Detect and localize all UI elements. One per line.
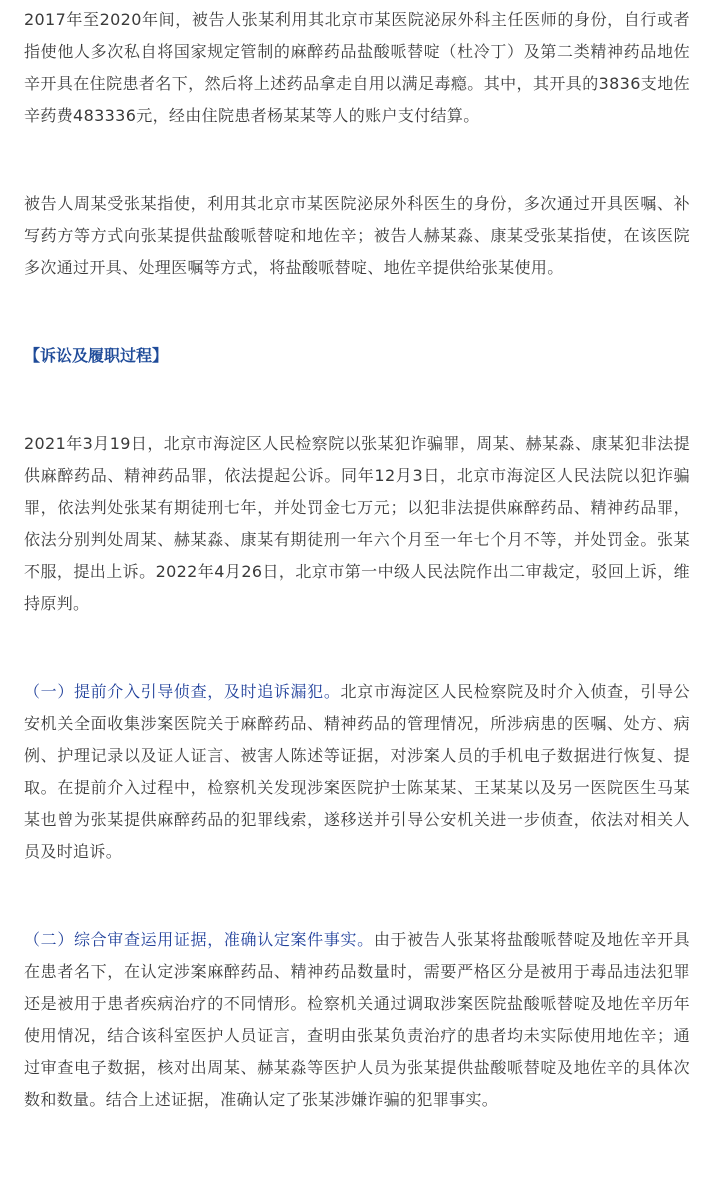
duty-paragraph-2-body: 由于被告人张某将盐酸哌替啶及地佐辛开具在患者名下，在认定涉案麻醉药品、精神药品数量时，需要严格区分是被用于毒品违法犯罪还是被用于患者疾病治疗的不同情形。检察机关通过调取涉案医院盐酸哌替啶及地佐辛历年使用情况，结合该科室医护人员证言，查明由张某负责治疗的患者均未实际使用地佐辛；通过审查电子数据，核对出周某、赫某淼等医护人员为张某提供盐酸哌替啶及地佐辛的具体次数和数量。结合上述证据，准确认定了张某涉嫌诈骗的犯罪事实。 xyxy=(24,930,690,1109)
duty-paragraph-2-lead: （二）综合审查运用证据，准确认定案件事实。 xyxy=(24,930,374,949)
case-facts-paragraph-1: 2017年至2020年间，被告人张某利用其北京市某医院泌尿外科主任医师的身份，自行或者指使他人多次私自将国家规定管制的麻醉药品盐酸哌替啶（杜冷丁）及第二类精神药品地佐辛开具在住院患者名下，然后将上述药品拿走自用以满足毒瘾。其中，其开具的3836支地佐辛药费483336元，经由住院患者杨某某等人的账户支付结算。 xyxy=(24,10,690,125)
duty-paragraph-2 xyxy=(24,924,690,1116)
duty-paragraph-1-lead: （一）提前介入引导侦查，及时追诉漏犯。 xyxy=(24,682,341,701)
duty-paragraph-1 xyxy=(24,676,690,868)
duty-paragraph-1-body: 北京市海淀区人民检察院及时介入侦查，引导公安机关全面收集涉案医院关于麻醉药品、精神药品的管理情况，所涉病患的医嘱、处方、病例、护理记录以及证人证言、被害人陈述等证据，对涉案人员的手机电子数据进行恢复、提取。在提前介入过程中，检察机关发现涉案医院护士陈某某、王某某以及另一医院医生马某某也曾为张某提供麻醉药品的犯罪线索，遂移送并引导公安机关进一步侦查，依法对相关人员及时追诉。 xyxy=(24,682,690,861)
article-body xyxy=(24,4,690,1116)
case-facts-paragraph-2: 被告人周某受张某指使，利用其北京市某医院泌尿外科医生的身份，多次通过开具医嘱、补写药方等方式向张某提供盐酸哌替啶和地佐辛；被告人赫某淼、康某受张某指使，在该医院多次通过开具、处理医嘱等方式，将盐酸哌替啶、地佐辛提供给张某使用。 xyxy=(24,194,690,277)
proceedings-paragraph: 2021年3月19日，北京市海淀区人民检察院以张某犯诈骗罪，周某、赫某淼、康某犯非法提供麻醉药品、精神药品罪，依法提起公诉。同年12月3日，北京市海淀区人民法院以犯诈骗罪，依法判处张某有期徒刑七年，并处罚金七万元；以犯非法提供麻醉药品、精神药品罪，依法分别判处周某、赫某淼、康某有期徒刑一年六个月至一年七个月不等，并处罚金。张某不服，提出上诉。2022年4月26日，北京市第一中级人民法院作出二审裁定，驳回上诉，维持原判。 xyxy=(24,434,690,613)
section-heading: 【诉讼及履职过程】 xyxy=(24,346,169,365)
